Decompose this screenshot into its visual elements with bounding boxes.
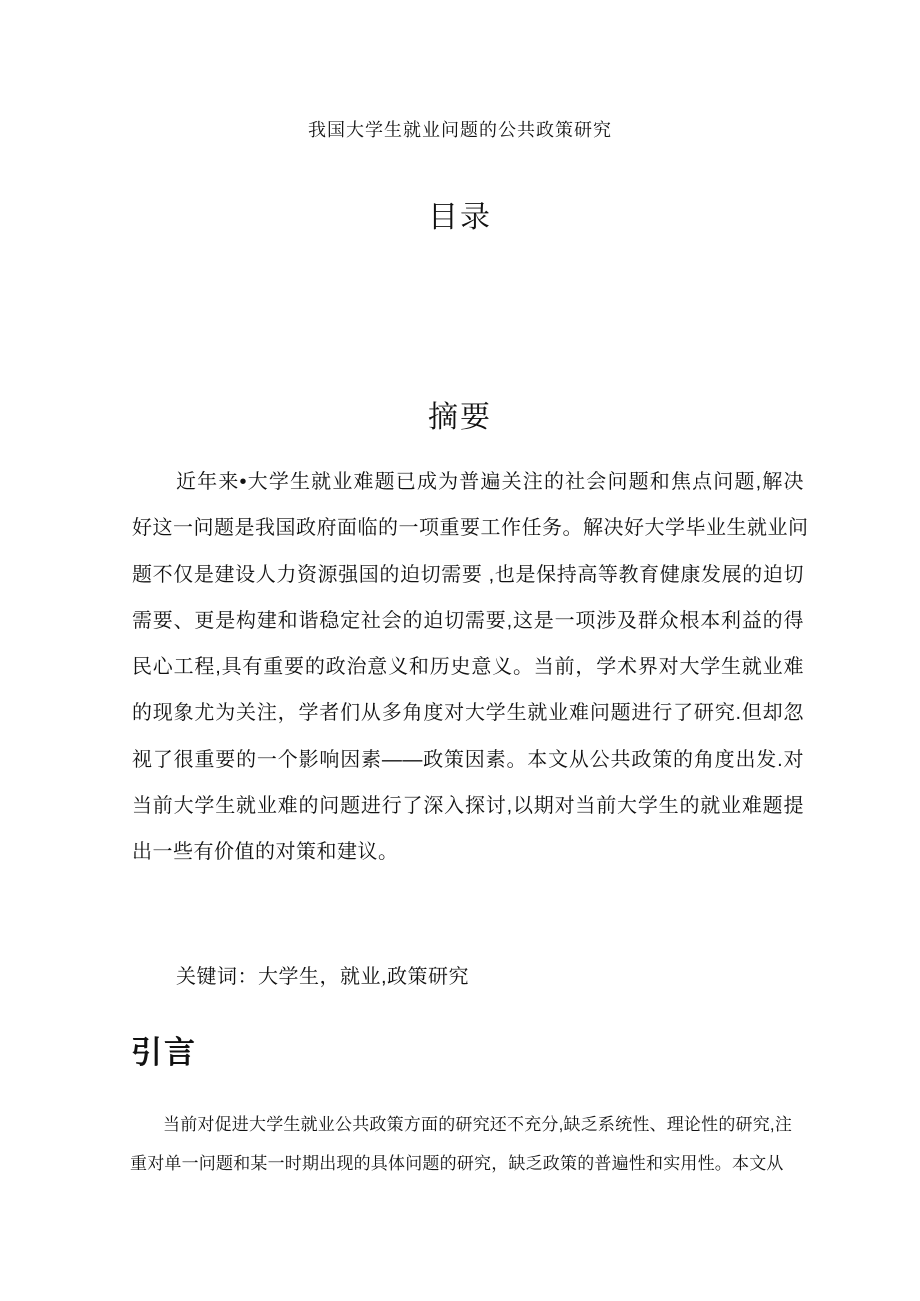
abstract-line: 需要、更是构建和谐稳定社会的迫切需要,这是一项涉及群众根本利益的得 bbox=[132, 609, 804, 632]
introduction-heading: 引言 bbox=[131, 1035, 197, 1070]
abstract-paragraph bbox=[132, 459, 809, 876]
intro-line: 当前对促进大学生就业公共政策方面的研究还不充分,缺乏系统性、理论性的研究,注 bbox=[163, 1115, 793, 1134]
abstract-line: 的现象尤为关注，学者们从多角度对大学生就业难问题进行了研究.但却忽 bbox=[132, 702, 804, 725]
abstract-line: 当前大学生就业难的问题进行了深入探讨,以期对当前大学生的就业难题提 bbox=[132, 795, 804, 818]
abstract-line: 好这一问题是我国政府面临的一项重要工作任务。解决好大学毕业生就业问 bbox=[132, 517, 809, 540]
intro-line: 重对单一问题和某一时期出现的具体问题的研究，缺乏政策的普遍性和实用性。本文从 bbox=[130, 1153, 784, 1173]
abstract-line: 出一些有价值的对策和建议。 bbox=[132, 841, 399, 864]
abstract-line: 近年来•大学生就业难题已成为普遍关注的社会问题和焦点问题,解决 bbox=[176, 471, 804, 493]
keywords-line: 关键词：大学生，就业,政策研究 bbox=[176, 966, 470, 988]
abstract-line: 民心工程,具有重要的政治意义和历史意义。当前，学术界对大学生就业难 bbox=[132, 656, 804, 679]
abstract-heading: 摘要 bbox=[428, 401, 492, 434]
toc-heading: 目录 bbox=[428, 201, 492, 234]
document-title: 我国大学生就业问题的公共政策研究 bbox=[308, 120, 612, 140]
abstract-line: 视了很重要的一个影响因素——政策因素。本文从公共政策的角度出发.对 bbox=[132, 748, 804, 771]
introduction-paragraph bbox=[130, 1106, 805, 1183]
abstract-line: 题不仅是建设人力资源强国的迫切需要 ,也是保持高等教育健康发展的迫切 bbox=[132, 563, 804, 586]
